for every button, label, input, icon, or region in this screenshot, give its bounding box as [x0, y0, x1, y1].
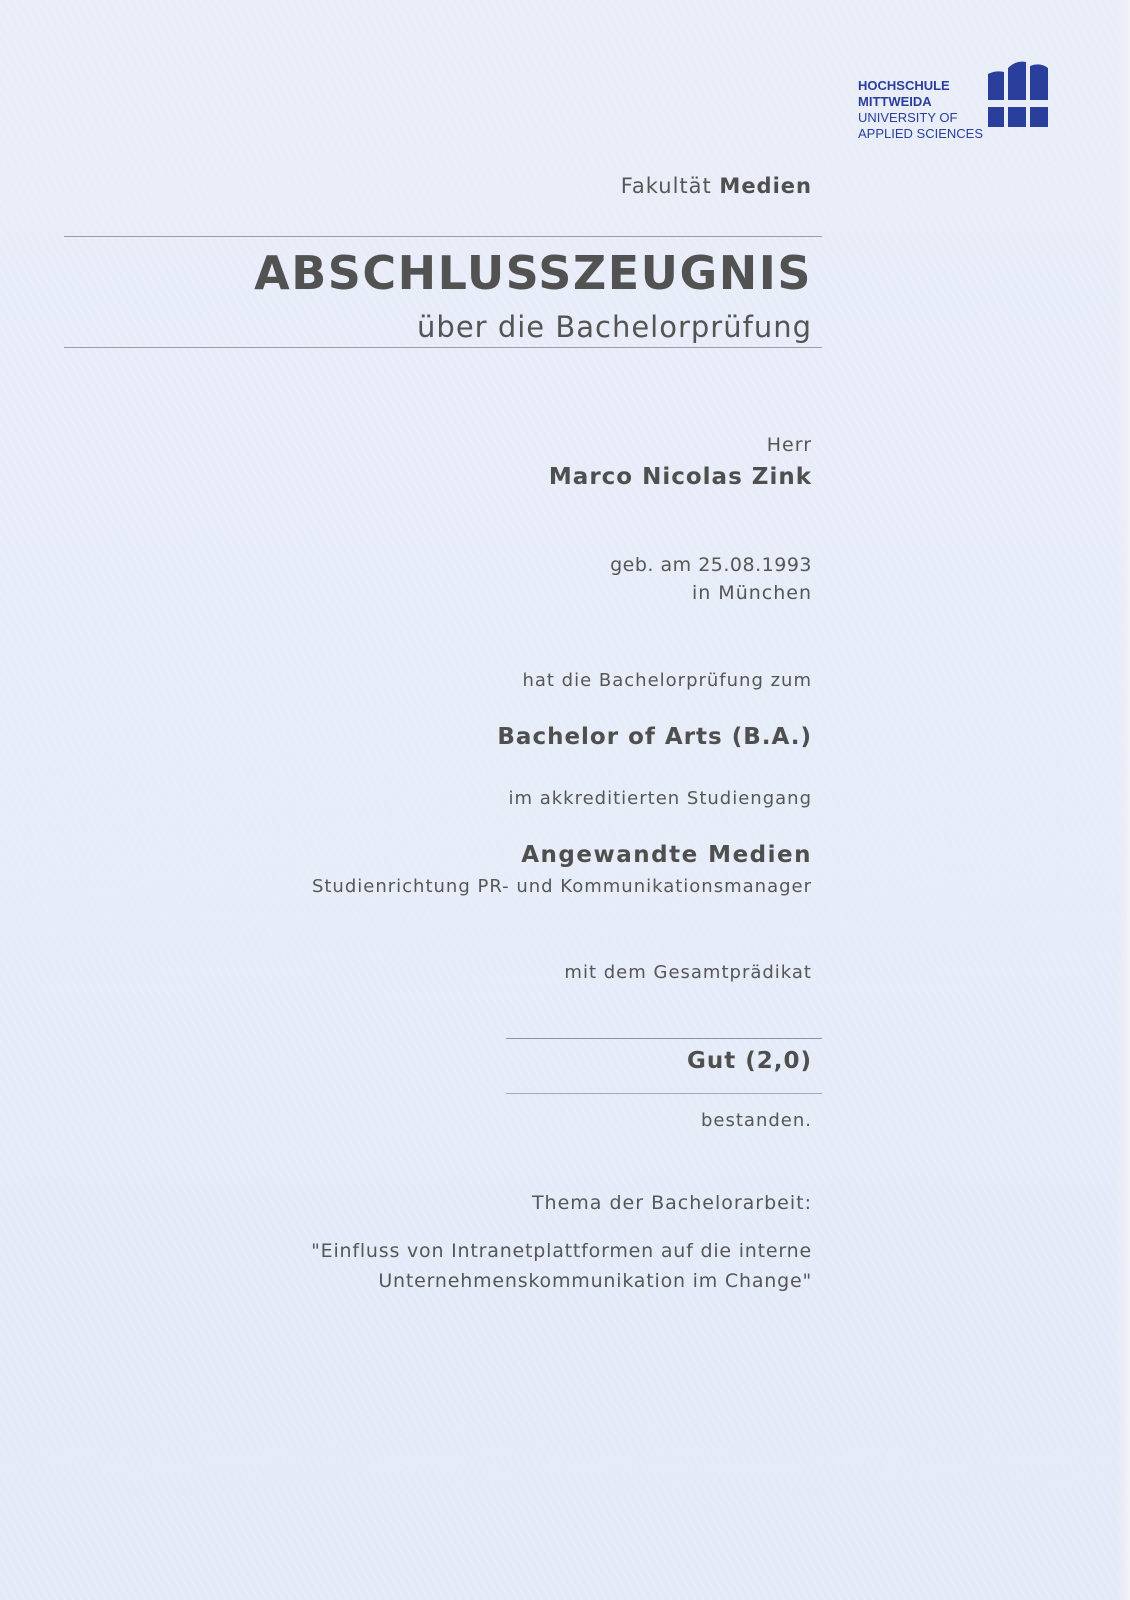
graduate-name: Marco Nicolas Zink	[548, 464, 812, 490]
birth-place: in München	[691, 582, 812, 604]
faculty-name: Medien	[719, 174, 812, 198]
grade-top-rule	[506, 1038, 822, 1039]
logo-line-2: MITTWEIDA	[858, 94, 932, 109]
certificate-title: ABSCHLUSSZEUGNIS	[254, 246, 812, 300]
thesis-title-line-2: Unternehmenskommunikation im Change"	[378, 1270, 812, 1292]
grade-intro-text: mit dem Gesamtprädikat	[564, 962, 812, 983]
paper-edge	[1116, 0, 1130, 1600]
exam-intro-text: hat die Bachelorprüfung zum	[522, 670, 812, 691]
birth-date: geb. am 25.08.1993	[610, 554, 812, 576]
certificate-subtitle: über die Bachelorprüfung	[417, 310, 812, 344]
study-specialization: Studienrichtung PR- und Kommunikationsmanager	[311, 876, 812, 897]
logo-line-1: HOCHSCHULE	[858, 78, 950, 93]
faculty-prefix: Fakultät	[620, 174, 712, 198]
title-bottom-rule	[64, 347, 822, 348]
thesis-label: Thema der Bachelorarbeit:	[531, 1192, 812, 1214]
passed-text: bestanden.	[700, 1110, 812, 1131]
university-mark-icon	[986, 60, 1050, 130]
logo-line-4: APPLIED SCIENCES	[858, 126, 983, 141]
faculty-heading	[621, 174, 812, 198]
salutation: Herr	[766, 434, 812, 456]
program-intro-text: im akkreditierten Studiengang	[508, 788, 812, 809]
overall-grade: Gut (2,0)	[686, 1048, 812, 1074]
logo-line-3: UNIVERSITY OF	[858, 110, 958, 125]
university-logo	[858, 60, 1078, 156]
title-top-rule	[64, 236, 822, 237]
thesis-title-line-1: "Einfluss von Intranetplattformen auf die interne	[311, 1240, 812, 1262]
grade-bottom-rule	[506, 1093, 822, 1094]
logo-text	[858, 78, 983, 142]
degree-title: Bachelor of Arts (B.A.)	[497, 724, 812, 750]
study-program: Angewandte Medien	[521, 842, 812, 868]
